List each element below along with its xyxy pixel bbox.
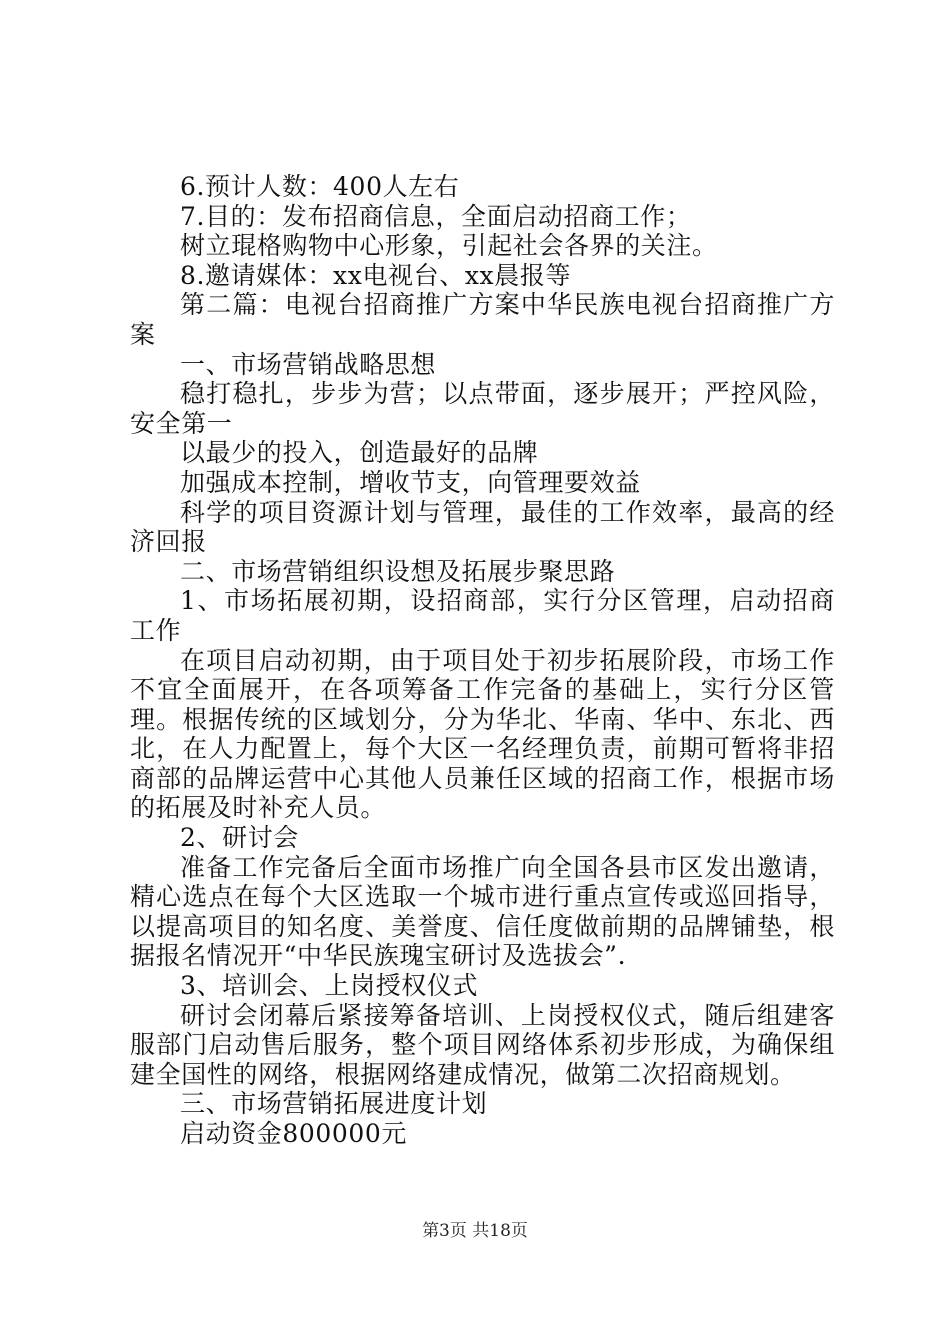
paragraph: 6.预计人数：400人左右 — [180, 172, 460, 201]
subsection-heading: 3、培训会、上岗授权仪式 — [180, 971, 479, 1001]
paragraph: 启动资金800000元 — [180, 1119, 408, 1148]
paragraph: 研讨会闭幕后紧接筹备培训、上岗授权仪式，随后组建客服部门启动售后服务，整个项目网络体系初步形成，为确保组建全国性的网络，根据网络建成情况，做第二次招商规划。 — [130, 1000, 835, 1089]
paragraph: 科学的项目资源计划与管理，最佳的工作效率，最高的经济回报 — [130, 497, 835, 557]
paragraph: 加强成本控制，增收节支，向管理要效益 — [180, 467, 641, 497]
paragraph: 在项目启动初期，由于项目处于初步拓展阶段，市场工作不宜全面展开，在各项筹备工作完备的基础上，实行分区管理。根据传统的区域划分，分为华北、华南、华中、东北、西北，在人力配置上，每个大区一名经理负责，前期可暂将非招商部的品牌运营中心其他人员兼任区域的招商工作，根据市场的拓展及时补充人员。 — [130, 645, 835, 823]
paragraph: 8.邀请媒体：xx电视台、xx晨报等 — [180, 260, 572, 290]
section-heading: 三、市场营销拓展进度计划 — [180, 1089, 488, 1119]
subsection-heading: 1、市场拓展初期，设招商部，实行分区管理，启动招商工作 — [130, 586, 835, 645]
section-heading: 一、市场营销战略思想 — [180, 349, 437, 379]
section-heading: 二、市场营销组织设想及拓展步聚思路 — [180, 556, 616, 586]
page-number-footer: 第3页 共18页 — [422, 1221, 528, 1241]
paragraph: 稳打稳扎，步步为营；以点带面，逐步展开；严控风险，安全第一 — [130, 379, 835, 438]
paragraph: 准备工作完备后全面市场推广向全国各县市区发出邀请，精心选点在每个大区选取一个城市进行重点宣传或巡回指导，以提高项目的知名度、美誉度、信任度做前期的品牌铺垫，根据报名情况开“中华民族瑰宝研讨及选拔会”. — [130, 852, 835, 971]
document-body — [130, 172, 835, 1149]
paragraph: 7.目的：发布招商信息，全面启动招商工作； — [180, 201, 692, 231]
paragraph: 树立琨格购物中心形象，引起社会各界的关注。 — [180, 231, 718, 261]
section-heading: 第二篇：电视台招商推广方案中华民族电视台招商推广方案 — [130, 290, 835, 349]
subsection-heading: 2、研讨会 — [180, 823, 299, 853]
paragraph: 以最少的投入，创造最好的品牌 — [180, 438, 539, 468]
